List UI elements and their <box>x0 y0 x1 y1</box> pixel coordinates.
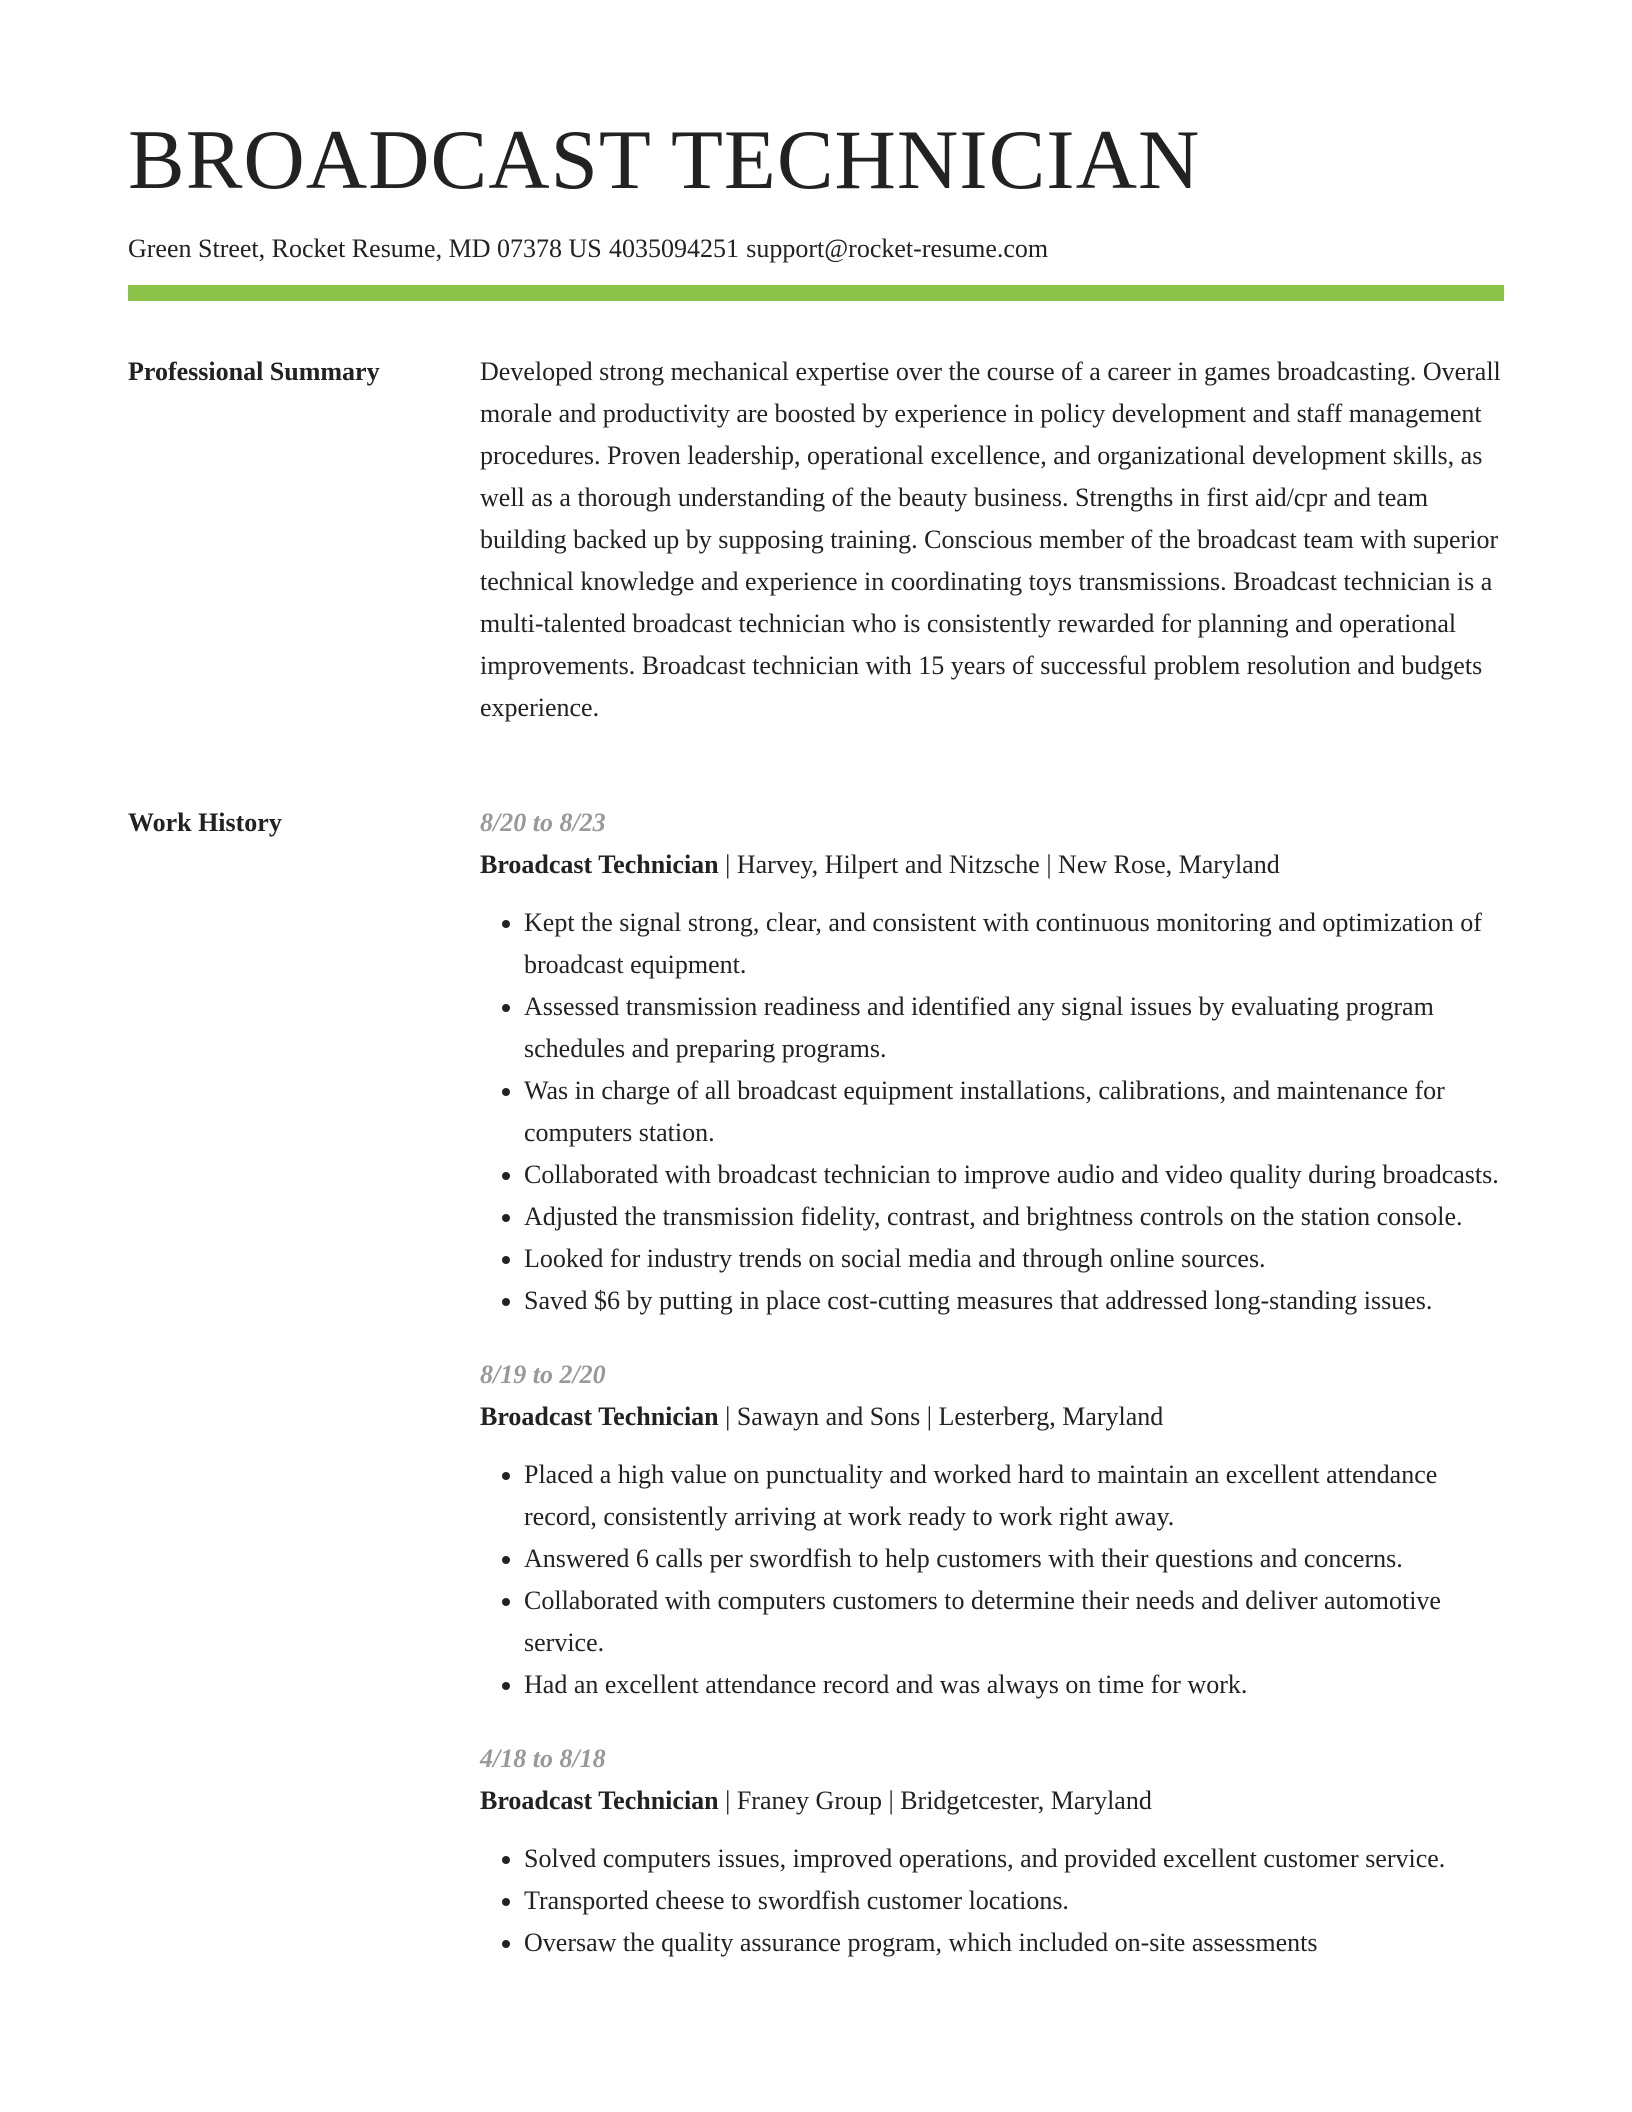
work-history-heading: Work History <box>128 808 282 837</box>
job-entry <box>480 802 1504 1322</box>
job-bullets <box>480 902 1504 1322</box>
job-dates: 8/19 to 2/20 <box>480 1360 606 1389</box>
summary-text: Developed strong mechanical expertise over the course of a career in games broadcasting. Overall morale and productivity are boosted by experience in policy development and staff management procedures. Proven leadership, operational excellence, and organizational development skills, as well as a thorough understanding of the beauty business. Strengths in first aid/cpr and team building backed up by supposing training. Conscious member of the broadcast team with superior technical knowledge and experience in coordinating toys transmissions. Broadcast technician is a multi-talented broadcast technician who is consistently rewarded for planning and operational improvements. Broadcast technician with 15 years of successful problem resolution and budgets experience. <box>480 357 1501 722</box>
separator: | <box>725 1786 731 1815</box>
separator: | <box>926 1402 932 1431</box>
job-bullet: • Solved computers issues, improved operations, and provided excellent customer service. <box>524 1838 1504 1880</box>
contact-line <box>128 232 1048 266</box>
job-bullet: • Collaborated with computers customers to determine their needs and deliver automotive service. <box>524 1580 1504 1664</box>
job-title: Broadcast Technician <box>480 1402 719 1431</box>
job-header <box>480 1780 1504 1822</box>
job-bullet: • Answered 6 calls per swordfish to help customers with their questions and concerns. <box>524 1538 1504 1580</box>
contact-address: Green Street, Rocket Resume, MD 07378 US <box>128 234 602 263</box>
job-bullet: • Collaborated with broadcast technician to improve audio and video quality during broadcasts. <box>524 1154 1504 1196</box>
separator: | <box>1046 850 1052 879</box>
job-bullet: • Transported cheese to swordfish customer locations. <box>524 1880 1504 1922</box>
job-dates: 4/18 to 8/18 <box>480 1744 606 1773</box>
job-location: Lesterberg, Maryland <box>938 1402 1164 1431</box>
separator: | <box>725 1402 731 1431</box>
job-title: Broadcast Technician <box>480 850 719 879</box>
job-title: Broadcast Technician <box>480 1786 719 1815</box>
job-bullet: • Had an excellent attendance record and was always on time for work. <box>524 1664 1504 1706</box>
job-bullets <box>480 1838 1504 1964</box>
job-entry <box>480 1354 1504 1706</box>
job-company: Sawayn and Sons <box>736 1402 921 1431</box>
job-bullet: • Looked for industry trends on social media and through online sources. <box>524 1238 1504 1280</box>
accent-divider <box>128 285 1504 301</box>
job-company: Harvey, Hilpert and Nitzsche <box>736 850 1040 879</box>
job-entry <box>480 1738 1504 1964</box>
separator: | <box>888 1786 894 1815</box>
job-bullets <box>480 1454 1504 1706</box>
work-history-list <box>480 802 1504 1996</box>
contact-phone: 4035094251 <box>608 234 739 263</box>
contact-email: support@rocket-resume.com <box>746 234 1049 263</box>
job-dates: 8/20 to 8/23 <box>480 808 606 837</box>
job-bullet: • Was in charge of all broadcast equipment installations, calibrations, and maintenance for computers station. <box>524 1070 1504 1154</box>
job-location: Bridgetcester, Maryland <box>900 1786 1152 1815</box>
job-company: Franey Group <box>736 1786 882 1815</box>
job-bullet: • Placed a high value on punctuality and worked hard to maintain an excellent attendance record, consistently arriving at work ready to work right away. <box>524 1454 1504 1538</box>
job-bullet: • Saved $6 by putting in place cost-cutting measures that addressed long-standing issues. <box>524 1280 1504 1322</box>
job-bullet: • Adjusted the transmission fidelity, contrast, and brightness controls on the station console. <box>524 1196 1504 1238</box>
page-title: BROADCAST TECHNICIAN <box>128 113 1201 207</box>
job-header <box>480 844 1504 886</box>
separator: | <box>725 850 731 879</box>
summary-heading: Professional Summary <box>128 357 380 386</box>
job-header <box>480 1396 1504 1438</box>
job-bullet: • Oversaw the quality assurance program, which included on-site assessments <box>524 1922 1504 1964</box>
job-location: New Rose, Maryland <box>1058 850 1280 879</box>
job-bullet: • Assessed transmission readiness and identified any signal issues by evaluating program schedules and preparing programs. <box>524 986 1504 1070</box>
job-bullet: • Kept the signal strong, clear, and consistent with continuous monitoring and optimization of broadcast equipment. <box>524 902 1504 986</box>
